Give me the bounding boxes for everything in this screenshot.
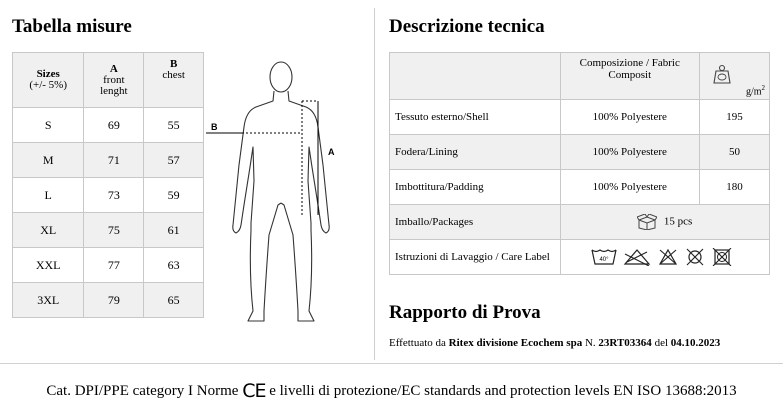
do-not-tumble-dry-icon: [712, 248, 732, 266]
scale-weight-icon: [710, 63, 734, 85]
tech-header-empty: [390, 53, 561, 100]
composition-header-line1: Composizione / Fabric: [579, 57, 680, 69]
table-row: [390, 240, 770, 275]
report-lab: Ritex divisione Ecochem spa: [448, 337, 583, 349]
wash-temp: 40°: [598, 257, 609, 263]
packages-value: 15 pcs: [663, 215, 693, 228]
test-report-line: [389, 337, 720, 349]
front-length-cell: 71: [84, 143, 144, 178]
sizes-label: Sizes: [36, 68, 60, 80]
footer-divider: [0, 363, 783, 364]
chest-label: B: [211, 122, 218, 132]
chest-cell: 63: [144, 248, 204, 283]
size-cell: 3XL: [13, 283, 84, 318]
wash-40-icon: [591, 248, 617, 266]
report-number: 23RT03364: [598, 337, 652, 349]
table-row: [13, 108, 204, 143]
ce-mark-icon: CE: [242, 380, 266, 402]
front-length-cell: 79: [84, 283, 144, 318]
table-row: [390, 135, 770, 170]
footer-standards: [0, 380, 783, 402]
care-label: Istruzioni di Lavaggio / Care Label: [390, 240, 561, 275]
table-row: [390, 170, 770, 205]
do-not-iron-icon: [658, 248, 678, 266]
size-table: [12, 52, 204, 318]
section-divider: [374, 8, 375, 360]
size-cell: M: [13, 143, 84, 178]
report-date: 04.10.2023: [670, 337, 721, 349]
report-n-label: N.: [584, 337, 596, 349]
front-length-cell: 73: [84, 178, 144, 213]
material-label: Tessuto esterno/Shell: [390, 100, 561, 135]
table-row: [13, 143, 204, 178]
material-label: Fodera/Lining: [390, 135, 561, 170]
composition-cell: 100% Polyestere: [560, 170, 700, 205]
col-b-header: [144, 53, 204, 108]
chest-cell: 57: [144, 143, 204, 178]
composition-cell: 100% Polyestere: [560, 100, 700, 135]
col-a-line1: front: [103, 73, 125, 86]
col-a-line2: lenght: [100, 84, 128, 97]
weight-header: [700, 53, 770, 100]
table-row: [13, 213, 204, 248]
composition-cell: 100% Polyestere: [560, 135, 700, 170]
table-row: [13, 283, 204, 318]
footer-text-after: e livelli di protezione/EC standards and protection levels EN ISO 13688:2013: [269, 383, 737, 399]
size-table-header: [13, 53, 204, 108]
size-cell: S: [13, 108, 84, 143]
weight-unit-exp: 2: [761, 83, 765, 92]
front-length-cell: 75: [84, 213, 144, 248]
chest-cell: 65: [144, 283, 204, 318]
care-icons: [560, 240, 770, 275]
col-b-letter: B: [169, 58, 178, 70]
test-report-title: Rapporto di Prova: [389, 302, 541, 323]
weight-cell: 180: [700, 170, 770, 205]
chest-cell: 59: [144, 178, 204, 213]
col-a-header: [84, 53, 144, 108]
table-row: [13, 178, 204, 213]
weight-unit-base: g/m: [745, 86, 762, 97]
front-length-cell: 69: [84, 108, 144, 143]
packages-cell: [560, 205, 770, 240]
report-del-label: del: [654, 337, 669, 349]
packages-label: Imballo/Packages: [390, 205, 561, 240]
size-cell: L: [13, 178, 84, 213]
composition-header: [560, 53, 700, 100]
front-length-cell: 77: [84, 248, 144, 283]
col-b-label: chest: [162, 69, 185, 81]
material-label: Imbottitura/Padding: [390, 170, 561, 205]
chest-cell: 61: [144, 213, 204, 248]
body-measurement-figure: [206, 55, 356, 330]
table-row: [390, 100, 770, 135]
weight-cell: 195: [700, 100, 770, 135]
table-row: [13, 248, 204, 283]
tech-table-header: [390, 53, 770, 100]
box-icon: [637, 214, 657, 230]
col-a-letter: A: [109, 62, 118, 75]
footer-text-before: Cat. DPI/PPE category I Norme: [46, 383, 239, 399]
do-not-dryclean-icon: [685, 248, 705, 266]
tech-table: [389, 52, 770, 275]
sizes-note: (+/- 5%): [29, 79, 68, 91]
size-cell: XL: [13, 213, 84, 248]
report-prefix: Effettuato da: [389, 337, 446, 349]
size-table-title: Tabella misure: [12, 16, 132, 37]
do-not-bleach-icon: [623, 248, 651, 266]
chest-cell: 55: [144, 108, 204, 143]
composition-header-line2: Composit: [608, 69, 652, 81]
size-cell: XXL: [13, 248, 84, 283]
table-row: [390, 205, 770, 240]
front-length-label: A: [328, 147, 335, 157]
tech-description-title: Descrizione tecnica: [389, 16, 545, 37]
weight-unit: [746, 84, 765, 97]
weight-cell: 50: [700, 135, 770, 170]
sizes-header: [13, 53, 84, 108]
